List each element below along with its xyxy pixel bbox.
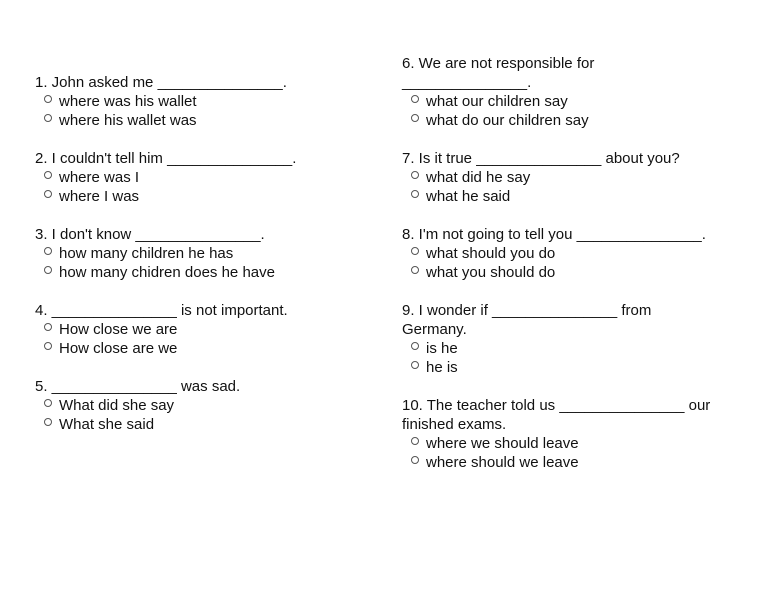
left-question-column	[35, 0, 375, 453]
radio-button[interactable]	[411, 342, 419, 350]
answer-option[interactable]	[35, 244, 375, 263]
question-prompt: 7. Is it true _______________ about you?	[402, 150, 680, 167]
answer-option-label[interactable]: is he	[426, 340, 458, 357]
radio-button[interactable]	[44, 399, 52, 407]
answer-option[interactable]	[402, 434, 742, 453]
answer-option[interactable]	[402, 358, 742, 377]
question-prompt: 10. The teacher told us _______________ our finished exams.	[402, 397, 711, 433]
radio-button[interactable]	[411, 437, 419, 445]
answer-option[interactable]	[35, 187, 375, 206]
answer-option[interactable]	[35, 92, 375, 111]
radio-button[interactable]	[44, 418, 52, 426]
radio-button[interactable]	[44, 342, 52, 350]
question-9	[402, 301, 742, 377]
answer-option-label[interactable]: where his wallet was	[59, 112, 197, 129]
radio-button[interactable]	[411, 171, 419, 179]
answer-option-label[interactable]: How close we are	[59, 321, 178, 338]
radio-button[interactable]	[411, 247, 419, 255]
question-5	[35, 377, 375, 434]
radio-button[interactable]	[44, 323, 52, 331]
answer-option-label[interactable]: where was I	[59, 169, 140, 186]
question-prompt: 4. _______________ is not important.	[35, 302, 288, 319]
answer-option-label[interactable]: where was his wallet	[59, 93, 197, 110]
question-2	[35, 149, 375, 206]
answer-option[interactable]	[402, 187, 742, 206]
radio-button[interactable]	[44, 114, 52, 122]
answer-option[interactable]	[402, 263, 742, 282]
question-prompt: 2. I couldn't tell him _______________.	[35, 150, 297, 167]
answer-option-label[interactable]: how many children he has	[59, 245, 234, 262]
question-3	[35, 225, 375, 282]
answer-option[interactable]	[35, 320, 375, 339]
answer-option[interactable]	[402, 92, 742, 111]
question-prompt: 9. I wonder if _______________ from Germany.	[402, 302, 652, 338]
question-8	[402, 225, 742, 282]
question-4	[35, 301, 375, 358]
answer-option-label[interactable]: what you should do	[426, 264, 556, 281]
question-6	[402, 54, 742, 130]
answer-option[interactable]	[402, 168, 742, 187]
answer-option-label[interactable]: where should we leave	[426, 454, 579, 471]
radio-button[interactable]	[44, 190, 52, 198]
answer-option-label[interactable]: where we should leave	[426, 435, 579, 452]
question-1	[35, 73, 375, 130]
radio-button[interactable]	[44, 95, 52, 103]
question-prompt: 1. John asked me _______________.	[35, 74, 287, 91]
question-10	[402, 396, 742, 472]
question-prompt: 6. We are not responsible for _______________.	[402, 55, 595, 91]
radio-button[interactable]	[44, 171, 52, 179]
answer-option[interactable]	[35, 111, 375, 130]
answer-option[interactable]	[402, 111, 742, 130]
answer-option[interactable]	[402, 339, 742, 358]
radio-button[interactable]	[411, 361, 419, 369]
answer-option-label[interactable]: how many chidren does he have	[59, 264, 275, 281]
answer-option[interactable]	[35, 415, 375, 434]
answer-option-label[interactable]: he is	[426, 359, 458, 376]
radio-button[interactable]	[411, 266, 419, 274]
answer-option-label[interactable]: what do our children say	[426, 112, 589, 129]
answer-option[interactable]	[402, 244, 742, 263]
radio-button[interactable]	[44, 266, 52, 274]
answer-option[interactable]	[35, 263, 375, 282]
answer-option-label[interactable]: where I was	[59, 188, 140, 205]
answer-option-label[interactable]: How close are we	[59, 340, 178, 357]
question-prompt: 3. I don't know _______________.	[35, 226, 265, 243]
answer-option-label[interactable]: what should you do	[426, 245, 556, 262]
answer-option-label[interactable]: What did she say	[59, 397, 175, 414]
answer-option-label[interactable]: what he said	[426, 188, 511, 205]
question-prompt: 5. _______________ was sad.	[35, 378, 241, 395]
answer-option-label[interactable]: what did he say	[426, 169, 531, 186]
question-7	[402, 149, 742, 206]
radio-button[interactable]	[411, 456, 419, 464]
answer-option[interactable]	[35, 339, 375, 358]
answer-option[interactable]	[35, 396, 375, 415]
radio-button[interactable]	[411, 114, 419, 122]
answer-option[interactable]	[35, 168, 375, 187]
question-prompt: 8. I'm not going to tell you _______________.	[402, 226, 706, 243]
radio-button[interactable]	[44, 247, 52, 255]
answer-option-label[interactable]: what our children say	[426, 93, 568, 110]
radio-button[interactable]	[411, 95, 419, 103]
radio-button[interactable]	[411, 190, 419, 198]
right-question-column	[402, 0, 742, 491]
answer-option-label[interactable]: What she said	[59, 416, 155, 433]
answer-option[interactable]	[402, 453, 742, 472]
